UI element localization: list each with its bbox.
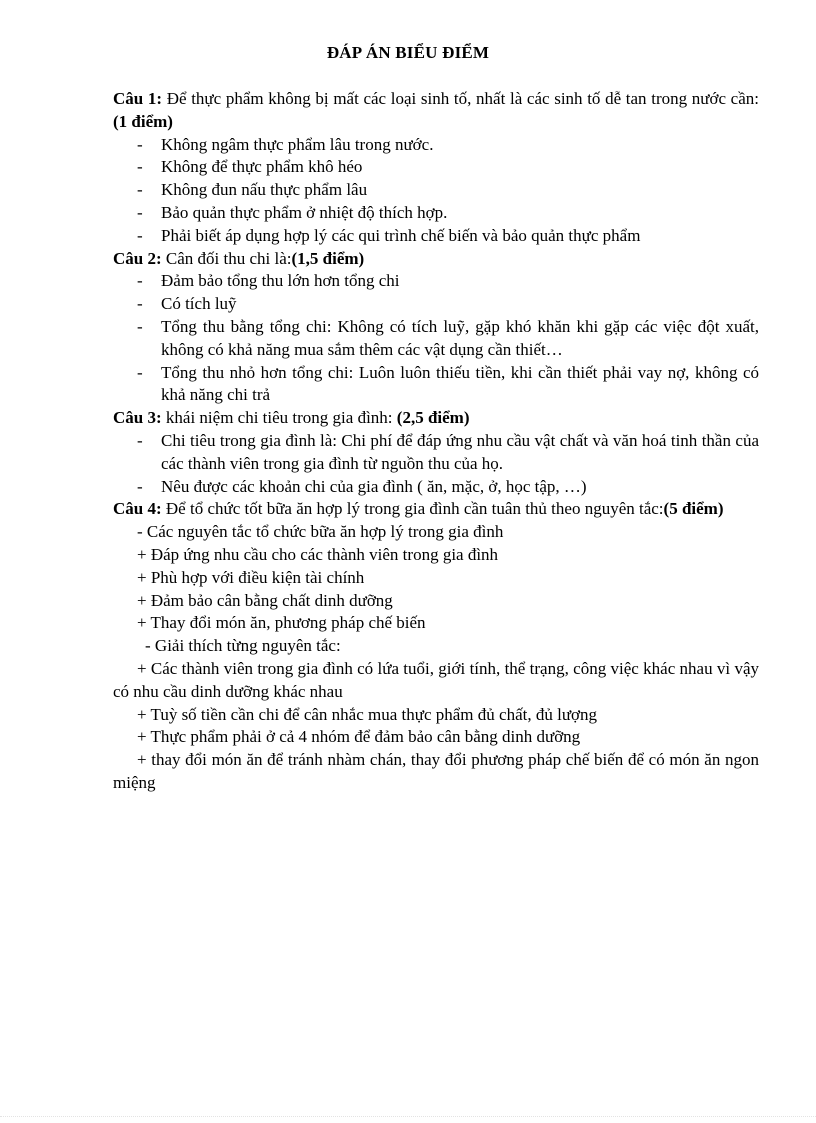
question-1-text: Để thực phẩm không bị mất các loại sinh tố, nhất là các sinh tố dễ tan trong nước cần:	[162, 89, 759, 108]
question-2-points: (1,5 điểm)	[291, 248, 365, 268]
question-1-points: (1 điểm)	[113, 111, 173, 131]
list-item	[113, 270, 759, 293]
list-item-text: Không ngâm thực phẩm lâu trong nước.	[161, 134, 434, 154]
dash-mark: -	[137, 271, 143, 291]
answer-content	[113, 88, 759, 795]
principle-item: + Đảm bảo cân bằng chất dinh dưỡng	[137, 590, 393, 610]
list-item-text: Không để thực phẩm khô héo	[161, 157, 363, 177]
list-item-text: Đảm bảo tổng thu lớn hơn tổng chi	[161, 271, 400, 291]
list-item-text: Có tích luỹ	[161, 294, 237, 314]
dash-mark: -	[137, 225, 143, 245]
dash-mark: -	[137, 180, 143, 200]
question-2-text: Cân đối thu chi là:	[161, 248, 292, 268]
question-2	[113, 248, 759, 271]
principle-item: + Phù hợp với điều kiện tài chính	[137, 567, 365, 587]
dash-mark: -	[137, 476, 143, 496]
question-3-points: (2,5 điểm)	[396, 408, 470, 428]
list-item-text: Phải biết áp dụng hợp lý các qui trình chế biến và bảo quản thực phẩm	[161, 225, 641, 245]
list-item	[113, 476, 759, 499]
list-item-text: Chi tiêu trong gia đình là: Chi phí để đáp ứng nhu cầu vật chất và văn hoá tinh thần của các thành viên trong gia đình từ nguồn thu của họ.	[161, 430, 759, 473]
question-2-list	[113, 270, 759, 407]
list-item-text: Không đun nấu thực phẩm lâu	[161, 180, 368, 200]
question-3-label: Câu 3:	[113, 408, 162, 428]
explanation-item: + Thực phẩm phải ở cả 4 nhóm để đảm bảo cân bằng dinh dưỡng	[137, 727, 581, 747]
list-item	[113, 316, 759, 362]
dash-mark: -	[137, 362, 143, 382]
question-1	[113, 88, 759, 134]
list-item	[113, 293, 759, 316]
list-item	[113, 225, 759, 248]
dash-mark: -	[137, 294, 143, 314]
dash-mark: -	[137, 134, 143, 154]
question-4	[113, 498, 759, 521]
question-4-points: (5 điểm)	[663, 499, 724, 519]
dash-mark: -	[137, 430, 143, 450]
explanation-item: + Tuỳ số tiền cần chi để cân nhắc mua thực phẩm đủ chất, đủ lượng	[137, 704, 598, 724]
explanation-item: + thay đổi món ăn để tránh nhàm chán, thay đổi phương pháp chế biến để có món ăn ngon miệng	[113, 750, 759, 792]
list-item-text: Nêu được các khoản chi của gia đình ( ăn, mặc, ở, học tập, …)	[161, 476, 587, 496]
explanation-item: + Các thành viên trong gia đình có lứa tuổi, giới tính, thể trạng, công việc khác nhau vì vậy có nhu cầu dinh dưỡng khác nhau	[113, 658, 759, 701]
page-title: ĐÁP ÁN BIỂU ĐIỂM	[326, 43, 490, 62]
question-4-label: Câu 4:	[113, 499, 162, 519]
list-item	[113, 156, 759, 179]
list-item	[113, 362, 759, 408]
list-item-text: Tổng thu bằng tổng chi: Không có tích luỹ, gặp khó khăn khi gặp các việc đột xuất, không có khả năng mua sắm thêm các vật dụng cần thiết…	[161, 316, 759, 359]
list-item-text: Tổng thu nhỏ hơn tổng chi: Luôn luôn thiếu tiền, khi cần thiết phải vay nợ, không có khả năng chi trả	[161, 362, 759, 405]
principles-heading: - Các nguyên tắc tổ chức bữa ăn hợp lý trong gia đình	[137, 522, 504, 542]
question-3	[113, 407, 759, 430]
question-1-label: Câu 1:	[113, 89, 163, 108]
question-3-text: khái niệm chi tiêu trong gia đình:	[161, 408, 397, 428]
question-2-label: Câu 2:	[113, 248, 162, 268]
question-1-list	[113, 134, 759, 248]
explain-heading: - Giải thích từng nguyên tắc:	[145, 636, 341, 656]
dash-mark: -	[137, 316, 143, 336]
question-4-text: Để tổ chức tốt bữa ăn hợp lý trong gia đình cần tuân thủ theo nguyên tắc:	[161, 499, 664, 519]
question-3-list	[113, 430, 759, 498]
dash-mark: -	[137, 202, 143, 222]
principle-item: + Đáp ứng nhu cầu cho các thành viên trong gia đình	[137, 544, 499, 564]
page-bottom-divider	[0, 1116, 816, 1117]
list-item	[113, 430, 759, 476]
list-item-text: Bảo quản thực phẩm ở nhiệt độ thích hợp.	[161, 202, 448, 222]
dash-mark: -	[137, 157, 143, 177]
principle-item: + Thay đổi món ăn, phương pháp chế biến	[137, 613, 426, 633]
list-item	[113, 202, 759, 225]
list-item	[113, 134, 759, 157]
list-item	[113, 179, 759, 202]
